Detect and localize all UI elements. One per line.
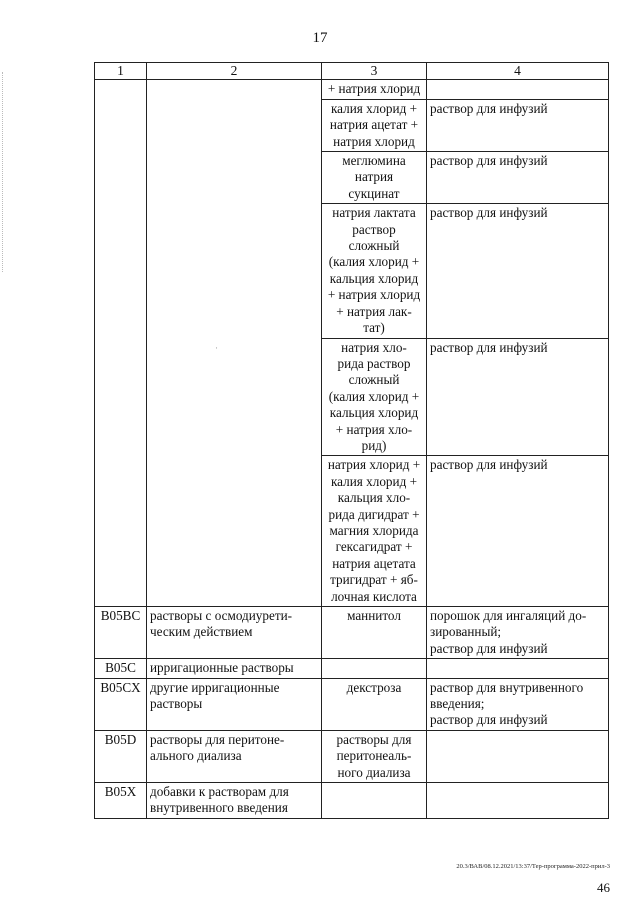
group-name-cell: растворы с осмодиурети- ческим действием	[147, 607, 322, 659]
dosage-form-cell	[427, 80, 609, 99]
dosage-form-cell: раствор для инфузий	[427, 204, 609, 338]
substance-cell: натрия лактата раствор сложный (калия хлорид + кальция хлорид + натрия хлорид + натрия лак- тат)	[322, 204, 427, 338]
table-row	[95, 607, 609, 659]
table-row	[95, 678, 609, 730]
substance-cell: + натрия хлорид	[322, 80, 427, 99]
dosage-form-cell	[427, 783, 609, 819]
table-row	[95, 783, 609, 819]
atc-code-cell: B05X	[95, 783, 147, 819]
group-name-cell	[147, 80, 322, 607]
substance-cell: натрия хлорид + калия хлорид + кальция хло- рида дигидрат + магния хлорида гексагидрат + натрия ацетата тригидрат + яб- лочная кислота	[322, 456, 427, 607]
drug-table-body	[95, 63, 609, 819]
dosage-form-cell: раствор для инфузий	[427, 152, 609, 204]
dosage-form-cell: раствор для инфузий	[427, 99, 609, 151]
margin-scan-marks	[2, 72, 6, 272]
group-name-cell: добавки к растворам для внутривенного введения	[147, 783, 322, 819]
atc-code-cell	[95, 80, 147, 607]
table-row	[95, 659, 609, 678]
substance-cell: растворы для перитонеаль- ного диализа	[322, 730, 427, 782]
header-cell-2: 2	[147, 63, 322, 80]
footer-reference: 20.3/ВАВ/08.12.2021/13:37/Тер-программа-2022-прил-3	[456, 863, 610, 870]
dosage-form-cell: раствор для инфузий	[427, 456, 609, 607]
table-row	[95, 80, 609, 99]
atc-code-cell: B05CX	[95, 678, 147, 730]
scan-dot: ·	[215, 343, 218, 353]
substance-cell	[322, 783, 427, 819]
substance-cell: натрия хло- рида раствор сложный (калия хлорид + кальция хлорид + натрия хло- рид)	[322, 338, 427, 456]
group-name-cell: растворы для перитоне- ального диализа	[147, 730, 322, 782]
table-row	[95, 730, 609, 782]
header-cell-4: 4	[427, 63, 609, 80]
footer-sheet-number: 46	[597, 880, 610, 895]
page-number: 17	[312, 30, 328, 46]
substance-cell	[322, 659, 427, 678]
header-cell-1: 1	[95, 63, 147, 80]
substance-cell: маннитол	[322, 607, 427, 659]
dosage-form-cell	[427, 659, 609, 678]
dosage-form-cell	[427, 730, 609, 782]
dosage-form-cell: порошок для ингаляций до- зированный; раствор для инфузий	[427, 607, 609, 659]
substance-cell: калия хлорид + натрия ацетат + натрия хлорид	[322, 99, 427, 151]
table-header-row	[95, 63, 609, 80]
drug-table	[94, 62, 609, 819]
dosage-form-cell: раствор для внутривенного введения; раствор для инфузий	[427, 678, 609, 730]
atc-code-cell: B05C	[95, 659, 147, 678]
atc-code-cell: B05BC	[95, 607, 147, 659]
dosage-form-cell: раствор для инфузий	[427, 338, 609, 456]
group-name-cell: ирригационные растворы	[147, 659, 322, 678]
group-name-cell: другие ирригационные растворы	[147, 678, 322, 730]
atc-code-cell: B05D	[95, 730, 147, 782]
substance-cell: меглюмина натрия сукцинат	[322, 152, 427, 204]
header-cell-3: 3	[322, 63, 427, 80]
substance-cell: декстроза	[322, 678, 427, 730]
